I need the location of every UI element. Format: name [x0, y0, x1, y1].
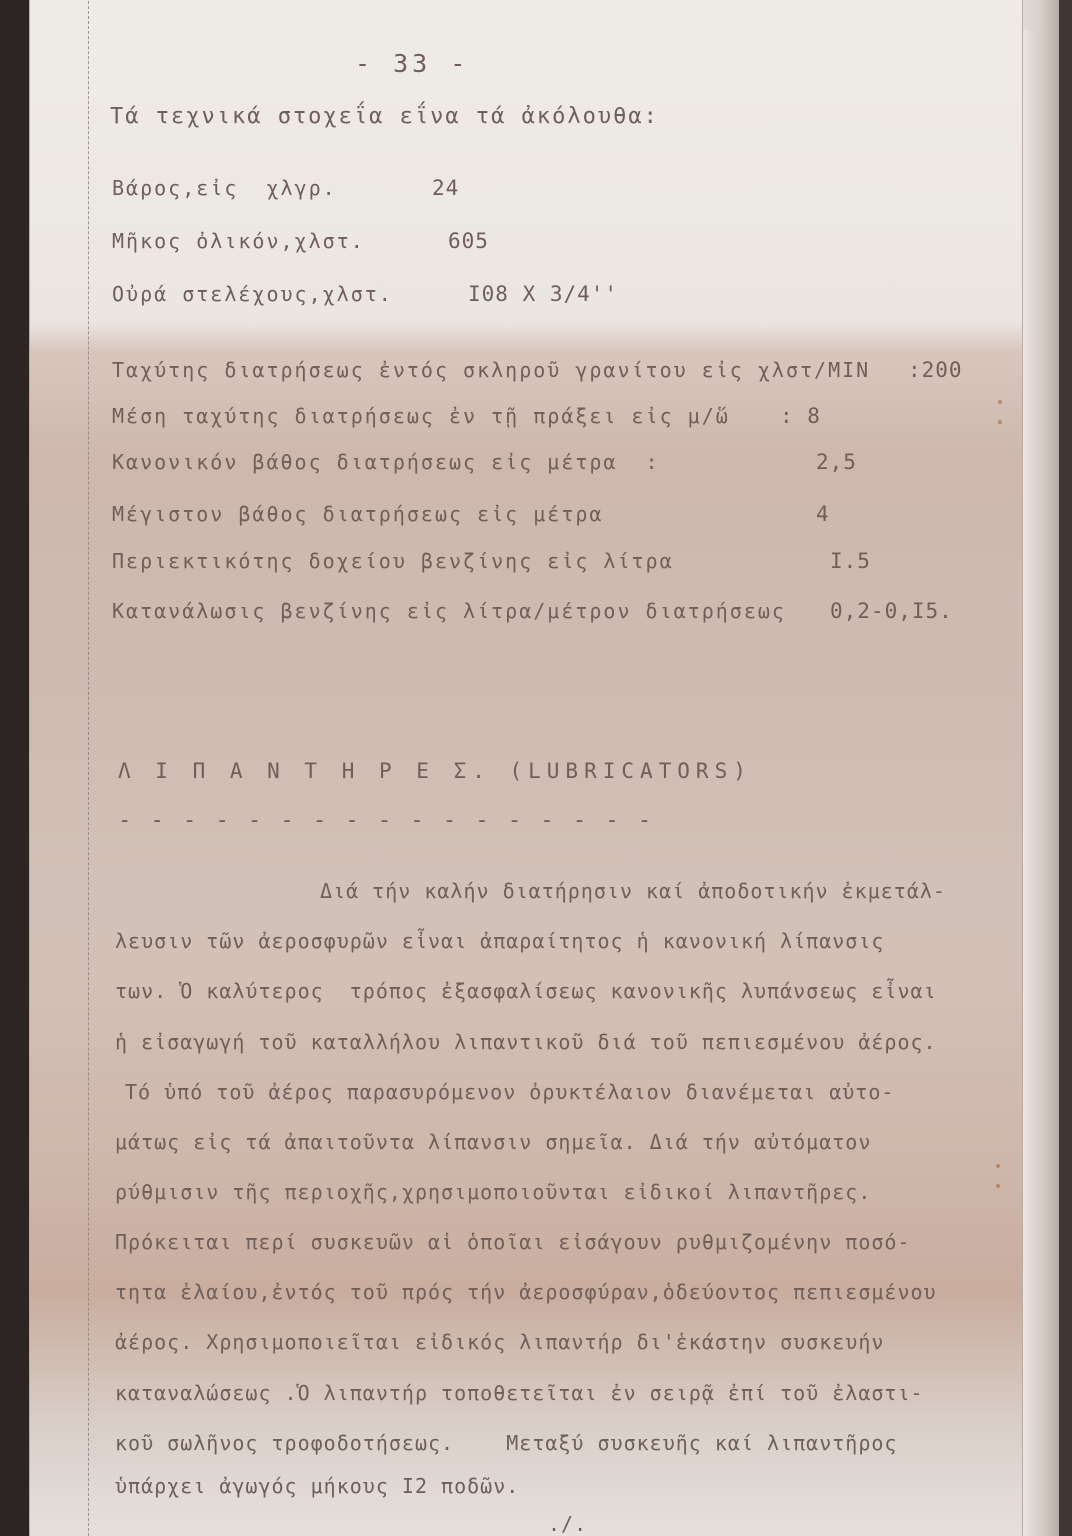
- page-number: - 33 -: [355, 49, 470, 78]
- spec-value-weight: 24: [432, 176, 460, 200]
- spec-label-mean-speed: Μέση ταχύτης διατρήσεως ἐν τῇ πράξει εἰς μ/ὥ: [112, 404, 730, 428]
- spec-label-max-depth: Μέγιστον βάθος διατρήσεως εἰς μέτρα: [112, 502, 604, 526]
- paragraph-line: Πρόκειται περί συσκευῶν αἱ ὁποῖαι εἰσάγουν ρυθμιζομένην ποσό-: [115, 1230, 911, 1254]
- intro-line: Τά τεχνικά στοχεΐα εΐνα τά ἀκόλουθα:: [110, 104, 659, 129]
- paragraph-line: των. Ὁ καλύτερος τρόπος ἐξασφαλίσεως κανονικῆς λυπάνσεως εἶναι: [115, 979, 937, 1003]
- continuation-mark: ./.: [548, 1512, 588, 1536]
- spec-value-max-depth: 4: [816, 502, 830, 526]
- back-page-edge-inner: [1022, 30, 1045, 1536]
- typed-text-area: [30, 0, 1022, 1536]
- spec-value-mean-speed: : 8: [780, 404, 821, 428]
- section-heading: Λ Ι Π Α Ν Τ Η Ρ Ε Σ. (LUBRICATORS): [118, 759, 752, 783]
- spec-value-shank: I08 X 3/4'': [468, 282, 619, 306]
- spec-label-length: Μῆκος ὀλικόν,χλστ.: [112, 229, 365, 253]
- spec-value-fuel-consumption: 0,2-0,I5.: [830, 599, 953, 623]
- paragraph-line: Διά τήν καλήν διατήρησιν καί ἀποδοτικήν ἐκμετάλ-: [320, 879, 946, 903]
- spec-label-fuel-consumption: Κατανάλωσις βενζίνης εἰς λίτρα/μέτρον διατρήσεως: [112, 599, 786, 623]
- heading-underline: - - - - - - - - - - - - - - - - -: [118, 808, 655, 833]
- margin-mark-dot: [996, 1164, 1000, 1168]
- spec-value-normal-depth: 2,5: [816, 450, 857, 474]
- margin-mark-dot: [998, 420, 1002, 424]
- spec-label-weight: Βάρος,εἰς χλγρ.: [112, 176, 337, 200]
- paragraph-line: μάτως εἰς τά ἀπαιτοῦντα λίπανσιν σημεῖα. Διά τήν αὐτόματον: [115, 1130, 872, 1154]
- spec-label-shank: Οὐρά στελέχους,χλστ.: [112, 282, 393, 306]
- paragraph-line: Τό ὑπό τοῦ ἀέρος παρασυρόμενον ὀρυκτέλαιον διανέμεται αὐτο-: [125, 1080, 895, 1104]
- paragraph-line: καταναλώσεως .Ὁ λιπαντήρ τοποθετεῖται ἐν σειρᾷ ἐπί τοῦ ἐλαστι-: [115, 1381, 924, 1405]
- paragraph-line: ἡ εἰσαγωγή τοῦ καταλλήλου λιπαντικοῦ διά τοῦ πεπιεσμένου ἀέρος.: [115, 1030, 937, 1054]
- paragraph-line: τητα ἐλαίου,ἐντός τοῦ πρός τήν ἀεροσφύραν,ὁδεύοντος πεπιεσμένου: [115, 1280, 937, 1304]
- paragraph-line: ἀέρος. Χρησιμοποιεῖται εἰδικός λιπαντήρ δι'ἑκάστην συσκευήν: [115, 1330, 885, 1354]
- paragraph-line: ρύθμισιν τῆς περιοχῆς,χρησιμοποιοῦνται εἰδικοί λιπαντῆρες.: [115, 1180, 872, 1204]
- spec-label-drill-speed: Ταχύτης διατρήσεως ἐντός σκληροῦ γρανίτου εἰς χλστ/MIN: [112, 358, 871, 382]
- document-page: [30, 0, 1022, 1536]
- paragraph-line: λευσιν τῶν ἀεροσφυρῶν εἶναι ἀπαραίτητος ἡ κανονική λίπανσις: [115, 929, 885, 953]
- margin-mark-dot: [996, 1184, 1000, 1188]
- spec-label-normal-depth: Κανονικόν βάθος διατρήσεως εἰς μέτρα :: [112, 450, 660, 474]
- spec-value-tank-capacity: I.5: [830, 549, 871, 573]
- spec-value-length: 605: [448, 229, 489, 253]
- margin-mark-dot: [998, 400, 1002, 404]
- spec-value-drill-speed: :200: [908, 358, 963, 382]
- paragraph-line: κοῦ σωλῆνος τροφοδοτήσεως. Μεταξύ συσκευῆς καί λιπαντῆρος: [115, 1431, 898, 1455]
- paragraph-line: ὑπάρχει ἀγωγός μήκους I2 ποδῶν.: [115, 1474, 520, 1498]
- spec-label-tank-capacity: Περιεκτικότης δοχείου βενζίνης εἰς λίτρα: [112, 549, 674, 573]
